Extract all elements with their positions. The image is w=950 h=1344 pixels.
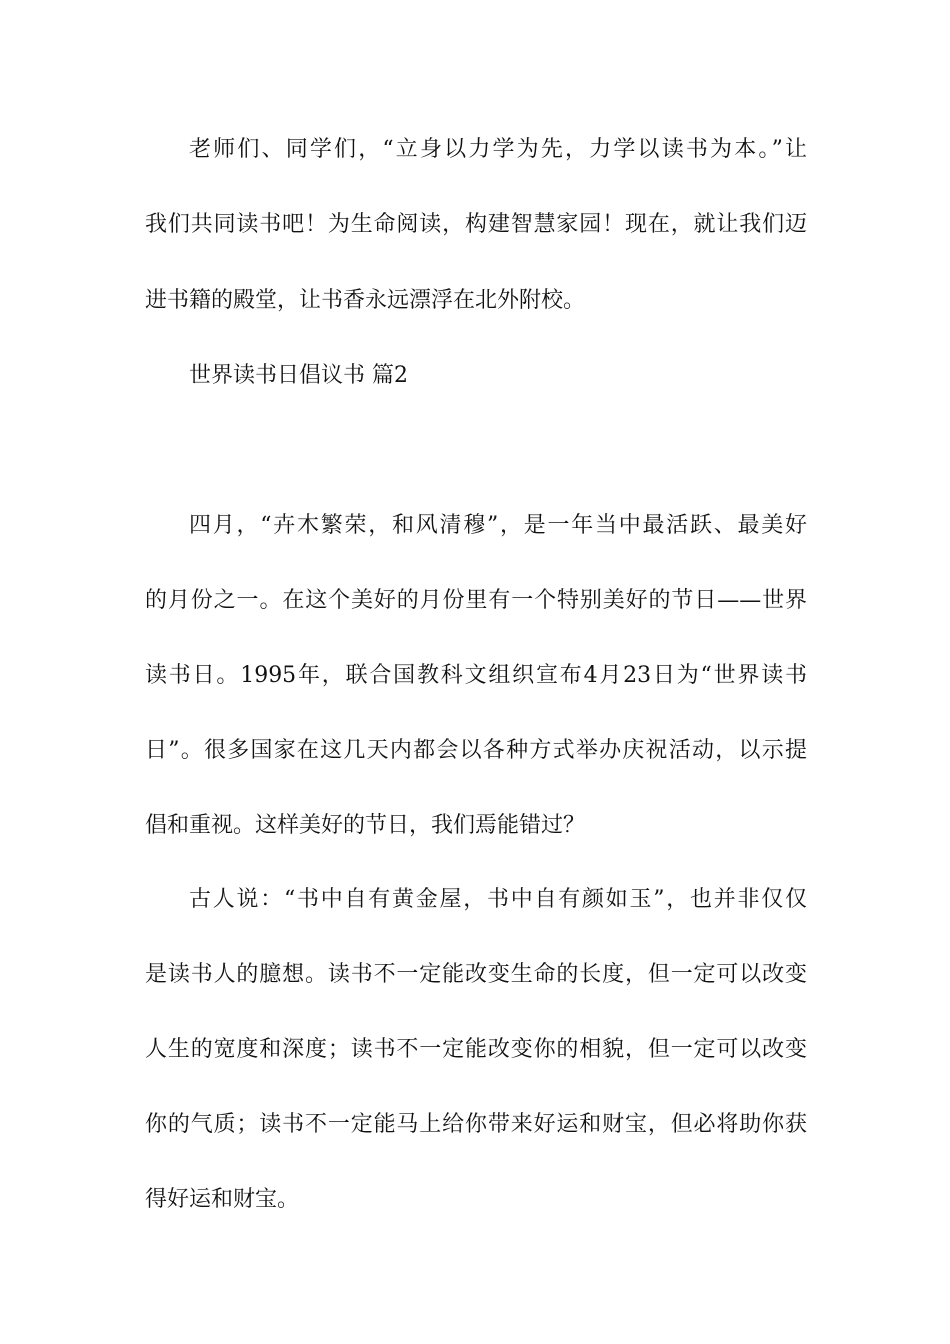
paragraph-1-line-1: 老师们、同学们，“立身以力学为先，力学以读书为本。”让 [189,137,807,162]
paragraph-3-line-1: 古人说：“书中自有黄金屋，书中自有颜如玉”，也并非仅仅 [189,887,807,912]
section-heading: 世界读书日倡议书 篇2 [189,363,408,388]
paragraph-2-line-1: 四月，“卉木繁荣，和风清穆”，是一年当中最活跃、最美好 [189,513,807,538]
paragraph-3-line-5: 得好运和财宝。 [145,1187,300,1212]
paragraph-3-line-2: 是读书人的臆想。读书不一定能改变生命的长度，但一定可以改变 [145,962,807,987]
paragraph-2-line-3: 读书日。1995年，联合国教科文组织宣布4月23日为“世界读书 [145,663,807,688]
paragraph-2-line-4: 日”。很多国家在这几天内都会以各种方式举办庆祝活动，以示提 [145,738,807,763]
paragraph-2-line-2: 的月份之一。在这个美好的月份里有一个特别美好的节日——世界 [145,588,807,613]
paragraph-3-line-4: 你的气质；读书不一定能马上给你带来好运和财宝，但必将助你获 [145,1112,807,1137]
paragraph-1-line-2: 我们共同读书吧！为生命阅读，构建智慧家园！现在，就让我们迈 [145,212,807,237]
paragraph-3-line-3: 人生的宽度和深度；读书不一定能改变你的相貌，但一定可以改变 [145,1037,807,1062]
paragraph-2-line-5: 倡和重视。这样美好的节日，我们焉能错过？ [145,813,586,838]
paragraph-1-line-3: 进书籍的殿堂，让书香永远漂浮在北外附校。 [145,288,586,313]
